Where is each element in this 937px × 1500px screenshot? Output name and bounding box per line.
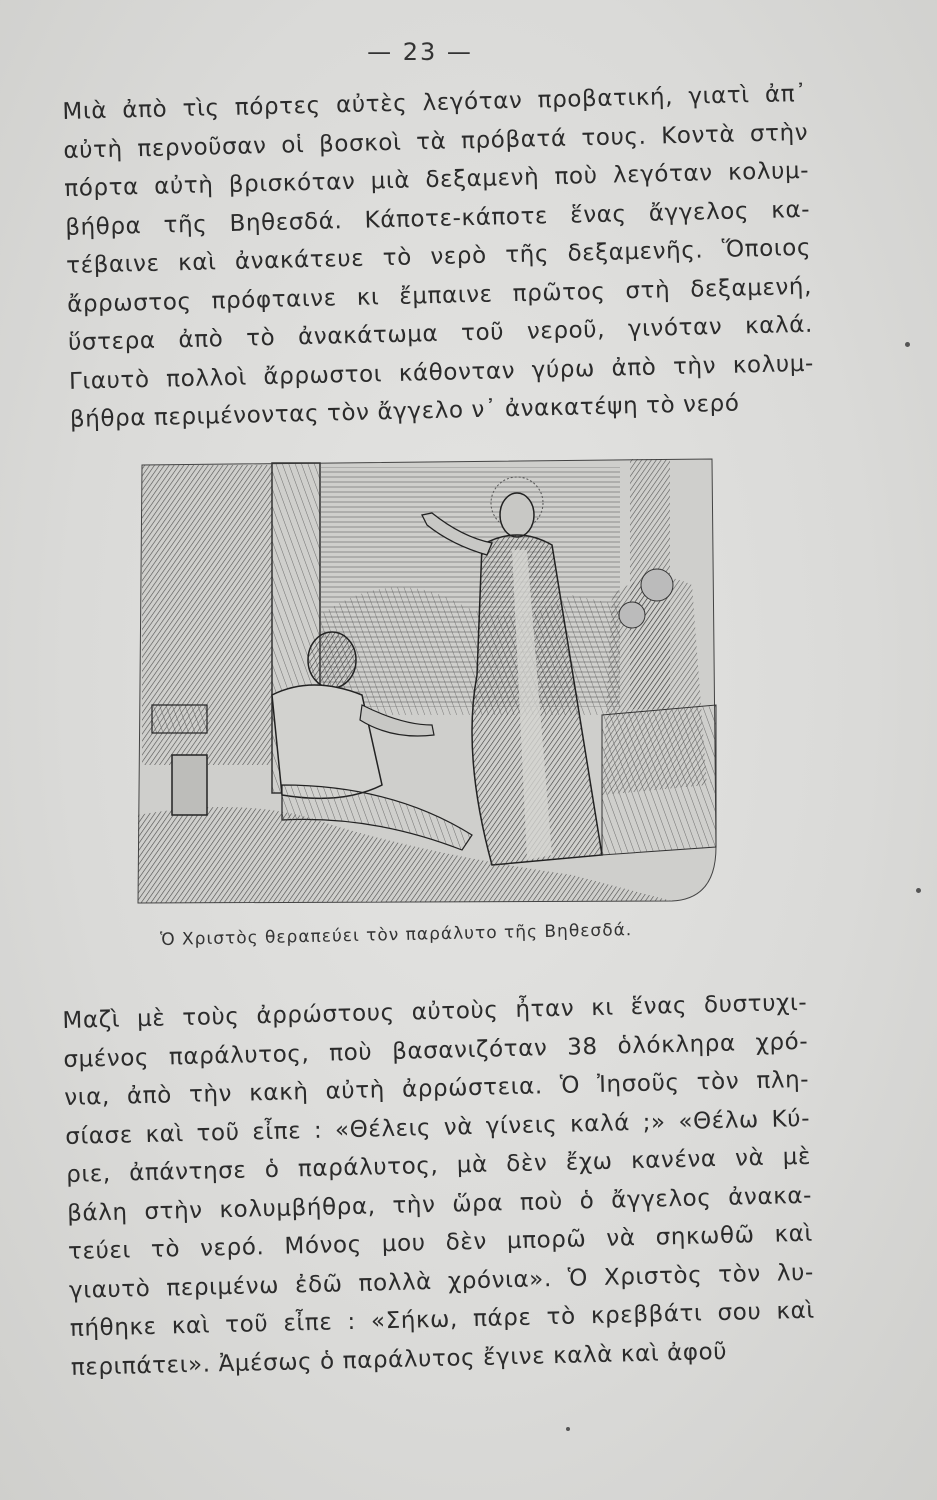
text-line: Γιαυτὸ πολλοὶ ἄρρωστοι κάθονταν γύρω ἀπὸ τὴν κολυμ-: [68, 350, 815, 395]
text-line: ἄρρωστος πρόφταινε κι ἔμπαινε πρῶτος στὴ δεξαμενή,: [66, 273, 813, 318]
paper-speck: [905, 342, 910, 347]
text-line: σίασε καὶ τοῦ εἶπε : «Θέλεις νὰ γίνεις καλά ;» «Θέλω Κύ-: [64, 1105, 811, 1150]
text-line: Μαζὶ μὲ τοὺς ἀρρώστους αὐτοὺς ἦταν κι ἕνας δυστυχι-: [62, 989, 808, 1034]
illustration-caption: Ὁ Χριστὸς θεραπεύει τὸν παράλυτο τῆς Βηθεσδά.: [160, 920, 633, 950]
text-line: ριε, ἀπάντησε ὁ παράλυτος, μὰ δὲν ἔχω κανένα νὰ μὲ: [65, 1143, 812, 1188]
text-line: Μιὰ ἀπὸ τὶς πόρτες αὐτὲς λεγόταν προβατική, γιατὶ ἀπ᾽: [62, 80, 808, 125]
text-line: νια, ἀπὸ τὴν κακὴ αὐτὴ ἀρρώστεια. Ὁ Ἰησοῦς τὸν πλη-: [64, 1066, 810, 1111]
paper-speck: [916, 888, 921, 893]
engraving-illustration: [132, 455, 720, 907]
page-number: — 23 —: [367, 38, 473, 66]
text-line: βήθρα τῆς Βηθεσδά. Κάποτε-κάποτε ἕνας ἄγγελος κα-: [64, 196, 811, 241]
text-line: τεύει τὸ νερό. Μόνος μου δὲν μπορῶ νὰ σηκωθῶ καὶ: [67, 1220, 814, 1265]
text-line: βάλη στὴν κολυμβήθρα, τὴν ὥρα ποὺ ὁ ἄγγελος ἀνακα-: [66, 1182, 813, 1227]
text-line: τέβαινε καὶ ἀνακάτευε τὸ νερὸ τῆς δεξαμενῆς. Ὅποιος: [65, 234, 812, 279]
paragraph-2: [62, 984, 816, 1387]
paragraph-1: [62, 75, 815, 440]
text-line: ὕστερα ἀπὸ τὸ ἀνακάτωμα τοῦ νεροῦ, γινόταν καλά.: [67, 311, 814, 356]
text-line: αὐτὴ περνοῦσαν οἱ βοσκοὶ τὰ πρόβατά τους. Κοντὰ στὴν: [63, 119, 809, 164]
text-line: περιπάτει». Ἀμέσως ὁ παράλυτος ἔγινε καλὰ καὶ ἀφοῦ: [70, 1338, 728, 1381]
engraving-christ-healing-paralytic: [132, 455, 720, 907]
text-line: βήθρα περιμένοντας τὸν ἄγγελο ν᾽ ἀνακατέψη τὸ νερό: [69, 390, 740, 433]
paper-speck: [566, 1427, 570, 1431]
text-line: πόρτα αὐτὴ βρισκόταν μιὰ δεξαμενὴ ποὺ λεγόταν κολυμ-: [64, 157, 810, 202]
text-line: γιαυτὸ περιμένω ἐδῶ πολλὰ χρόνια». Ὁ Χριστὸς τὸν λυ-: [68, 1259, 815, 1304]
text-line: πήθηκε καὶ τοῦ εἶπε : «Σήκω, πάρε τὸ κρεββάτι σου καὶ: [69, 1297, 816, 1342]
text-line: σμένος παράλυτος, ποὺ βασανιζόταν 38 ὁλόκληρα χρό-: [63, 1028, 809, 1073]
